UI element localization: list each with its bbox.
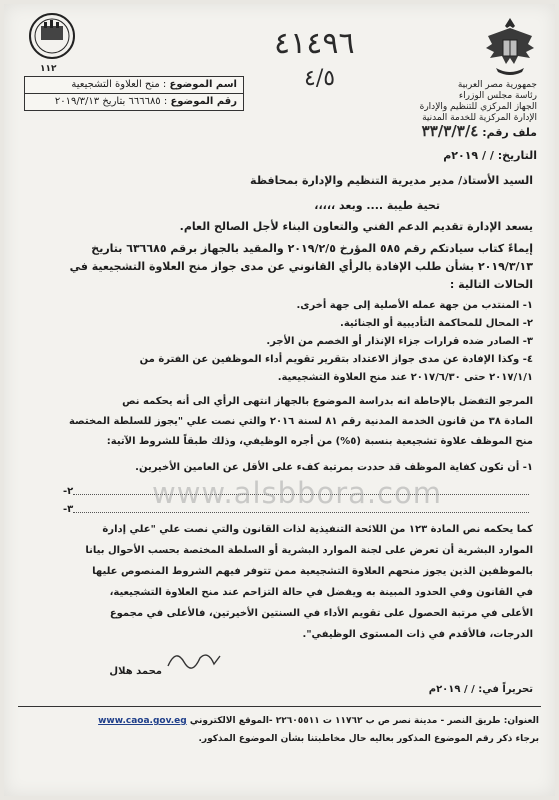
regulation-line: كما يحكمه نص المادة ١٢٣ من اللائحة التنفيذية لذات القانون والتي نصت علي "علي إدارة	[102, 524, 533, 535]
case-item: ٢- المحال للمحاكمة التأديبية أو الجنائية.	[340, 318, 533, 329]
greeting: تحية طيبة .... وبعد ،،،،،	[314, 199, 440, 212]
cases-list	[23, 300, 533, 390]
signature-scribble-icon	[164, 644, 224, 674]
subject-box	[24, 76, 244, 111]
subject-row: اسم الموضوع : منح العلاوة التشجيعية	[71, 79, 237, 90]
regulation-line: في القانون وفي الحدود المبينة به ويفضل في حالة التزاحم عند منح العلاوة التشجيعية،	[109, 587, 533, 598]
handwritten-number: ٤١٤٩٦	[274, 26, 355, 61]
file-number-value: ٣٣/٣/٣/٤	[421, 122, 479, 140]
subject-number-label: رقم الموضوع	[170, 96, 237, 107]
ruling-paragraph	[23, 396, 533, 456]
regulation-line: بالموظفين الذين يجوز منحهم العلاوة التشجيعية ممن تتوفر فيهم الشروط المنصوص عليها	[92, 566, 533, 577]
regulation-line: الأعلى في مرتبة الحصول على تقويم الأداء في السنتين الأخيرتين، فالأعلى في مجموع	[109, 608, 533, 619]
watermark: www.alsbbora.com	[152, 476, 443, 510]
case-item: ١- المنتدب من جهة عمله الأصلية إلى جهة أخرى.	[296, 300, 533, 311]
subject-number-value: ٦٦٦٦٨٥ بتاريخ ٢٠١٩/٣/١٣	[54, 96, 161, 107]
agency-logo-icon	[26, 12, 78, 70]
body-line: إيماءً كتاب سيادتكم رقم ٥٨٥ المؤرخ ٢٠١٩/٢/٥ والمقيد بالجهاز برقم ٦٣٦٦٨٥ بتاريخ	[91, 242, 533, 255]
regulation-line: الدرجات، فالأقدم في ذات المستوى الوظيفي".	[302, 629, 533, 640]
letter-date	[337, 149, 537, 163]
footer-address: العنوان: طريق النصر - مدينة نصر ص ب ١١٧٦٢ ت ٢٢٦٠٥٥١١ -الموقع الالكتروني	[189, 716, 539, 726]
body-line: الحالات التالية :	[449, 278, 533, 291]
written-value: / / ٢٠١٩م	[428, 684, 475, 695]
regulation-line: الموارد البشرية أن تعرض على لجنة الموارد البشرية أو السلطة المختصة بحسب الأحوال بيانا	[85, 545, 533, 556]
blank-line	[73, 512, 529, 513]
footer-address-line	[19, 716, 539, 727]
ministry-line: الإدارة المركزية للخدمة المدنية	[422, 113, 537, 123]
written-label: تحريراً في:	[478, 684, 533, 695]
ruling-line: منح الموظف علاوة تشجيعية بنسبة (٥%) من أجره الوظيفي، وذلك طبقاً للشروط الآتية:	[106, 436, 533, 447]
date-value: / / ٢٠١٩م	[443, 149, 494, 162]
ministry-block	[387, 80, 537, 124]
file-number-label: ملف رقم:	[482, 126, 537, 139]
footer-divider	[18, 706, 541, 707]
condition-number: ٣-	[63, 504, 74, 515]
regulation-paragraph	[23, 524, 533, 650]
ruling-line: المرجو التفضل بالإحاطة انه بدراسة الموضوع بالجهاز انتهى الرأي الى أنه يحكمه نص	[122, 396, 533, 407]
condition-item: ١- أن تكون كفاية الموظف قد حددت بمرتبة كفء على الأقل عن العامين الأخيرين.	[135, 462, 533, 473]
file-number	[337, 124, 537, 140]
ruling-line: المادة ٣٨ من قانون الخدمة المدنية رقم ٨١ لسنة ٢٠١٦ والتي نصت علي "يجوز للسلطة المختصة	[68, 416, 533, 427]
subject-number-row: رقم الموضوع : ٦٦٦٦٨٥ بتاريخ ٢٠١٩/٣/١٣	[25, 93, 243, 110]
egypt-eagle-emblem-icon	[482, 14, 538, 80]
logo-number: ١١٢	[40, 64, 57, 74]
intro-line: يسعد الإدارة تقديم الدعم الفني والتعاون البناء لأجل الصالح العام.	[179, 220, 533, 233]
addressee: السيد الأستاذ/ مدير مديرية التنظيم والإدارة بمحافظة	[250, 174, 533, 187]
ministry-line: الجهاز المركزي للتنظيم والإدارة	[419, 102, 537, 112]
footer-website-link[interactable]: www.caoa.gov.eg	[98, 716, 187, 726]
ministry-line: رئاسة مجلس الوزراء	[458, 91, 537, 101]
body-paragraph	[23, 242, 533, 296]
letter-page	[4, 4, 555, 796]
condition-number: ٢-	[63, 486, 74, 497]
handwritten-mark: ٤/٥	[304, 66, 336, 91]
date-label: التاريخ:	[497, 149, 537, 162]
body-line: ٢٠١٩/٣/١٣ بشأن طلب الإفادة بالرأي القانوني عن مدى جواز منح العلاوة التشجيعية في	[69, 260, 533, 273]
written-on	[333, 684, 533, 696]
signature-name: محمد هلال	[109, 666, 162, 677]
case-item: ٢٠١٧/١/١ حتى ٢٠١٧/٦/٣٠ عند منح العلاوة التشجيعية.	[277, 372, 533, 383]
case-item: ٤- وكذا الإفادة عن مدى جواز الاعتداد بتقرير تقويم أداء الموظفين عن الفترة من	[139, 354, 533, 365]
ministry-line: جمهورية مصر العربية	[457, 80, 537, 90]
subject-value: منح العلاوة التشجيعية	[71, 79, 160, 90]
case-item: ٣- الصادر ضده قرارات جزاء الإنذار أو الخصم من الأجر.	[266, 336, 533, 347]
footer-note: برجاء ذكر رقم الموضوع المذكور بعاليه حال مخاطبتنا بشأن الموضوع المذكور.	[198, 734, 539, 744]
subject-label: اسم الموضوع	[169, 79, 237, 90]
